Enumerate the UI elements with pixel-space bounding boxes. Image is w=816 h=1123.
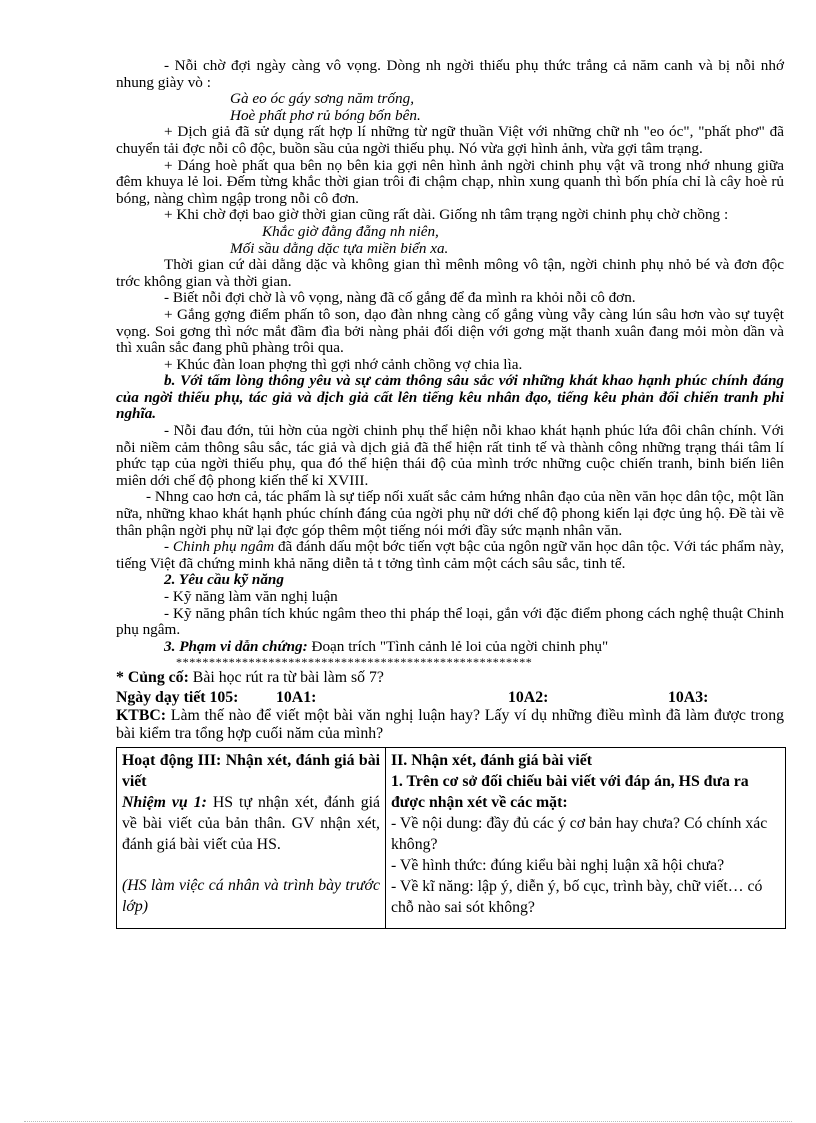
paragraph: + Gắng gợng điểm phấn tô son, dạo đàn nhng càng cố gắng vùng vẫy càng lún sâu hơn vào sự tuyệt vọng. Soi gơng thì nớc mắt đầm đìa bởi nàng phải đối diện với gơng mặt thanh xuân đang mỏi mòn dần và thì xuân sắc đang phũ phàng trôi qua. bbox=[116, 305, 784, 357]
paragraph bbox=[116, 639, 784, 656]
paragraph: + Khi chờ đợi bao giờ thời gian cũng rất dài. Giống nh tâm trạng ngời chinh phụ chờ chồng : bbox=[164, 206, 729, 224]
paragraph: - Nhng cao hơn cả, tác phẩm là sự tiếp nối xuất sắc cảm hứng nhân đạo của nền văn học dân tộc, một lần nữa, những khao khát hạnh phúc chính đáng của ngời phụ nữ dới chế độ phong kiến lại đợc ủng hộ. Đề tài về thân phận ngời phụ nữ lại đợc góp thêm một tiếng nói mới đầy sức mạnh nhân văn. bbox=[116, 488, 784, 539]
text: Làm thế nào để viết một bài văn nghị luận hay? Lấy ví dụ những điều mình đã làm được trong bài kiểm tra tổng hợp cuối năm của mình? bbox=[116, 707, 784, 743]
table-cell-right bbox=[386, 748, 786, 929]
consolidation-line bbox=[116, 669, 784, 687]
task-note: (HS làm việc cá nhân và trình bày trước lớp) bbox=[122, 877, 380, 916]
table-cell-left bbox=[117, 748, 386, 929]
poem-line: Mối sầu dằng dặc tựa miền biển xa. bbox=[230, 239, 449, 257]
section-heading: 2. Yêu cầu kỹ năng bbox=[164, 571, 284, 589]
task bbox=[122, 792, 380, 855]
paragraph: - Kỹ năng phân tích khúc ngâm theo thi pháp thể loại, gắn với đặc điểm phong cách nghệ thuật Chinh phụ ngâm. bbox=[116, 604, 784, 639]
lesson-date-row bbox=[116, 689, 784, 707]
paragraph: - Kỹ năng làm văn nghị luận bbox=[164, 588, 338, 605]
ktbc-line bbox=[116, 707, 784, 743]
document-page bbox=[116, 58, 784, 929]
task-text: HS tự nhận xét, đánh giá về bài viết của bản thân. GV nhận xét, đánh giá bài viết của HS. bbox=[122, 794, 380, 854]
paragraph: - Biết nỗi đợi chờ là vô vọng, nàng đã cố gắng để đa mình ra khỏi nỗi cô đơn. bbox=[164, 289, 636, 307]
poem-line: Hoè phất phơ rủ bóng bốn bên. bbox=[230, 106, 421, 124]
paragraph: Thời gian cứ dài dằng dặc và không gian thì mênh mông vô tận, ngời chinh phụ nhỏ bé và đơn độc trớc không gian và thời gian. bbox=[116, 256, 784, 290]
lesson-label: Ngày dạy tiết 105: bbox=[116, 689, 239, 707]
paragraph-text: Đoạn trích "Tình cảnh lẻ loi của ngời chinh phụ" bbox=[307, 637, 609, 655]
list-item: - Về hình thức: đúng kiểu bài nghị luận xã hội chưa? bbox=[391, 857, 725, 875]
poem-line: Gà eo óc gáy sơng năm trống, bbox=[230, 90, 415, 108]
task-label: Nhiệm vụ 1: bbox=[122, 794, 207, 812]
label: * Củng cố: bbox=[116, 669, 189, 687]
work-title: Chinh phụ ngâm bbox=[172, 538, 275, 556]
text: Bài học rút ra từ bài làm số 7? bbox=[188, 669, 384, 687]
class-label: 10A3: bbox=[668, 689, 709, 707]
list-item: - Về nội dung: đầy đủ các ý cơ bản hay chưa? Có chính xác không? bbox=[391, 815, 768, 854]
section-heading: 3. Phạm vi dẫn chứng: bbox=[164, 637, 308, 655]
class-label: 10A1: bbox=[276, 689, 317, 707]
paragraph: - Nỗi chờ đợi ngày càng vô vọng. Dòng nh ngời thiếu phụ thức trắng cả năm canh và bị nỗi nhớ nhung giày vò : bbox=[116, 57, 784, 91]
right-subheading: 1. Trên cơ sở đối chiếu bài viết với đáp án, HS đưa ra được nhận xét về các mặt: bbox=[391, 773, 749, 812]
class-label: 10A2: bbox=[508, 689, 549, 707]
label: KTBC: bbox=[116, 707, 167, 725]
separator-stars: ****************************************************** bbox=[176, 655, 533, 670]
list-item: - Về kĩ năng: lập ý, diễn ý, bố cục, trình bày, chữ viết… có chỗ nào sai sót không? bbox=[391, 878, 763, 917]
paragraph: + Dịch giả đã sử dụng rất hợp lí những từ ngữ thuần Việt với những chữ nh "eo óc", "phất phơ" đã chuyển tải đợc nỗi cô độc, buồn sầu của ngời thiếu phụ. Nó vừa gợi hình ảnh, vừa gợi tâm trạng. bbox=[116, 123, 784, 157]
paragraph: + Dáng hoè phất qua bên nọ bên kia gợi nên hình ảnh ngời chinh phụ vật vã trong nhớ nhung giữa đêm khuya lẻ loi. Đếm từng khắc thời gian trôi đi chậm chạp, nhìn xung quanh thì bốn phía chỉ là cây hoè rủ bóng, nàng chìm ngập trong nỗi cô đơn. bbox=[116, 156, 784, 207]
page-bottom-divider bbox=[24, 1121, 792, 1122]
subheading-b: b. Với tấm lòng thông yêu và sự cảm thông sâu sắc với những khát khao hạnh phúc chính đáng của ngời thiếu phụ, tác giả và dịch giả cất lên tiếng kêu nhân đạo, tiếng kêu phản đối chiến tranh phi nghĩa. bbox=[116, 372, 784, 423]
paragraph-text: đã đánh dấu một bớc tiến vợt bậc của ngôn ngữ văn học dân tộc. Với tác phẩm này, tiếng Việt đã chứng minh khả năng diễn tả t tởng tình cảm một cách sâu sắc, tinh tế. bbox=[116, 538, 785, 572]
activity-table bbox=[116, 747, 786, 929]
paragraph: - Chinh phụ ngâm đã đánh dấu một bớc tiến vợt bậc của ngôn ngữ văn học dân tộc. Với tác phẩm này, tiếng Việt đã chứng minh khả năng diễn tả t tởng tình cảm một cách sâu sắc, tinh tế. bbox=[116, 538, 785, 572]
paragraph: + Khúc đàn loan phợng thì gợi nhớ cảnh chồng vợ chia lìa. bbox=[164, 355, 523, 373]
paragraph: - Nỗi đau đớn, tủi hờn của ngời chinh phụ thể hiện nỗi khao khát hạnh phúc lứa đôi chân chính. Với nỗi niềm cảm thông sâu sắc, tác giả và dịch giả đã thể hiện rất tinh tế và thành công những trạng thái tâm lí phức tạp của ngời thiếu phụ, qua đó thể hiện thái độ của mình trớc những cuộc chiến tranh, binh biến liên miên dới chế độ phong kiến thế kỉ XVIII. bbox=[116, 422, 784, 489]
right-heading: II. Nhận xét, đánh giá bài viết bbox=[391, 752, 593, 770]
activity-heading: Hoạt động III: Nhận xét, đánh giá bài viết bbox=[122, 752, 380, 791]
poem-line: Khắc giờ đằng đẵng nh niên, bbox=[262, 222, 439, 240]
